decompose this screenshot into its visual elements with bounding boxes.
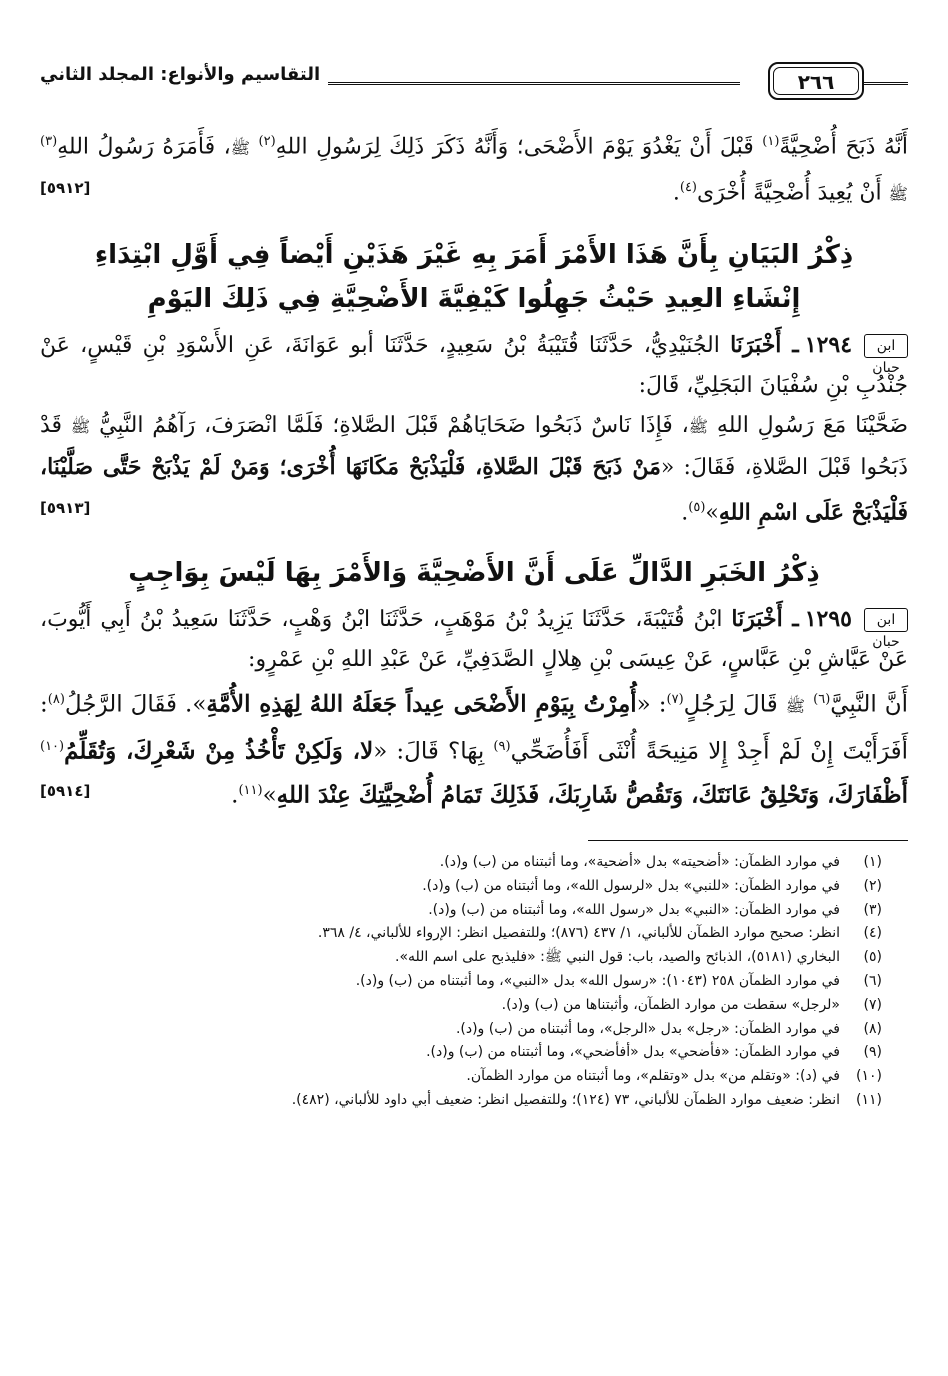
isnad: ابْنُ قُتَيْبَةَ، حَدَّثَنَا يَزِيدُ بْنُ مَوْهَبٍ، حَدَّثَنَا ابْنُ وَهْبٍ، حَدَّثَنَا سَعِيدُ بْنُ أَبِي أَيُّوبَ، عَنْ عَيَّاشِ بْنِ عَبَّاسٍ، عَنْ عِيسَى بْنِ هِلالٍ الصَّدَفِيِّ، عَنْ عَبْدِ اللهِ بْنِ عَمْرٍو: [40,606,908,672]
hadith-1295 [40,599,908,680]
footnote [40,922,908,946]
footnote [40,1041,908,1065]
footnote-number: (٤) [863,925,882,942]
prophetic-quote: لا، وَلَكِنْ تَأْخُذُ مِنْ شَعْرِكَ، وَتُقَلِّمُ [64,737,374,765]
footnote-text: انظر: ضعيف موارد الظمآن للألباني، ٧٣ (١٢٤)؛ وللتفصيل انظر: ضعيف أبي داود للألباني، (٤٨٢). [291,1091,840,1108]
header-rule-right [860,82,908,85]
footnote [40,1089,908,1113]
footnote-number: (٨) [863,1020,882,1037]
text: . [681,499,689,525]
salutation-glyph: ﷺ [888,184,908,204]
footnote-number: (٥) [863,949,882,966]
footnote [40,970,908,994]
isnad: الجُنَيْدِيُّ، حَدَّثَنَا قُتَيْبَةُ بْنُ سَعِيدٍ، حَدَّثَنَا أبو عَوَانَةَ، عَنِ الأَسْوَدِ بْنِ قَيْسٍ، عَنْ جُنْدُبِ بْنِ سُفْيَانَ البَجَلِيِّ، قَالَ: [40,332,908,398]
text: قَالَ لِرَجُلٍ [683,691,778,718]
hadith-1294 [40,325,908,406]
footnote-marker[interactable]: (٧) [666,691,684,707]
footnote-marker[interactable]: (٥) [688,499,706,515]
footnote-text: في موارد الظمآن: «رجل» بدل «الرجل»، وما أثبتناه من (ب) و(د). [455,1020,840,1037]
footnote-text: في موارد الظمآن: «للنبي» بدل «لرسول الله»، وما أثبتناه من (ب) و(د). [422,877,840,894]
heading-line: إِنْشَاءِ العِيدِ حَيْثُ جَهِلُوا كَيْفِيَّةَ الأَضْحِيَّةِ فِي ذَلِكَ اليَوْمِ [147,283,801,314]
footnote [40,851,908,875]
prophetic-quote: أُمِرْتُ بِيَوْمِ الأَضْحَى عِيداً جَعَلَهُ اللهُ لِهَذِهِ الأُمَّةِ [206,690,637,718]
hadith-number: ١٢٩٤ [804,331,853,358]
text: . [672,180,680,206]
hadith-1295-matn [40,680,908,816]
text: أَنْ يُعِيدَ أُضْحِيَّةً أُخْرَى [697,180,882,206]
hadith-reference: [٥٩١٣] [40,498,91,517]
text: » [262,782,277,809]
heading-line: ذِكْرُ الخَبَرِ الدَّالِّ عَلَى أَنَّ الأَضْحِيَّةَ وَالأَمْرَ بِهَا لَيْسَ بِوَاجِبٍ [128,557,820,588]
footnote [40,875,908,899]
hadith-reference: [٥٩١٢] [40,179,91,198]
footnote-text: انظر: صحيح موارد الظمآن للألباني، ١/ ٤٣٧ (٨٧٦)؛ وللتفصيل انظر: الإرواء للألباني، ٤/ ٣٦٨. [317,925,840,942]
footnote-number: (٦) [863,972,882,989]
page-header [40,56,908,108]
text: ، فَإِذَا نَاسٌ ذَبَحُوا ضَحَايَاهُمْ قَبْلَ الصَّلاةِ؛ فَلَمَّا انْصَرَفَ، رَآهُمُ النَّبِيُّ [99,412,689,438]
footnote [40,1065,908,1089]
footnote [40,899,908,923]
footnote-text: «لرجل» سقطت من موارد الظمآن، وأثبتناها من (ب) و(د). [501,996,840,1013]
footnote-text: في موارد الظمآن: «النبي» بدل «رسول الله»، وما أثبتناه من (ب) و(د). [428,901,840,918]
footnote-separator [588,840,908,841]
page-number-frame [768,62,864,100]
footnote-number: (٩) [863,1044,882,1061]
footnote-marker[interactable]: (٦) [813,691,831,707]
footnote-number: (٧) [863,996,882,1013]
text: قَدْ ذَبَحُوا قَبْلَ الصَّلاةِ، فَقَالَ: « [40,412,908,480]
footnote-marker[interactable]: (٤) [679,180,697,196]
footnote-marker[interactable]: (١١) [238,783,263,799]
footnote-marker[interactable]: (١٠) [40,738,65,754]
footnote-marker[interactable]: (٨) [47,691,65,707]
footnote-marker[interactable]: (٣) [40,134,58,149]
text: . [231,782,239,809]
footnote-number: (٢) [863,877,882,894]
prophetic-quote: أَظْفَارَكَ، وَتَحْلِقُ عَانَتَكَ، وَتَقُصُّ شَارِبَكَ، فَذَلِكَ تَمَامُ أُضْحِيَّتِكَ عِنْدَ اللهِ [276,781,908,809]
text: قَبْلَ أَنْ يَغْدُوَ يَوْمَ الأَضْحَى؛ وَأَنَّهُ ذَكَرَ ذَلِكَ لِرَسُولِ اللهِ [275,134,754,160]
footnote-text: في موارد الظمآن: «أضحيته» بدل «أضحية»، وما أثبتناه من (ب) و(د). [439,853,840,870]
footnote-number: (٣) [863,901,882,918]
hadith-book-icon: ابن حبان [864,608,908,632]
text: : أَفَرَأَيْتَ إِنْ لَمْ أَجِدْ إِلا مَنِيحَةً أُنْثَى أَفَأُضَحِّي [40,691,909,765]
text: أَنَّهُ ذَبَحَ أُضْحِيَّةً [779,134,908,160]
akhbarana: ـ أَخْبَرَنَا [731,605,799,632]
footnote-text: في (د): «وتقلم من» بدل «وتقلم»، وما أثبتناه من موارد الظمآن. [466,1068,840,1085]
footnote-number: (١٠) [856,1068,882,1085]
salutation-glyph: ﷺ [230,138,251,158]
footnote [40,1018,908,1042]
text: » [705,499,719,525]
chapter-heading [40,551,908,595]
footnote-text: في موارد الظمآن ٢٥٨ (١٠٤٣): «رسول الله» بدل «النبي»، وما أثبتناه من (ب) و(د). [355,972,840,989]
prophetic-quote: مَنْ ذَبَحَ قَبْلَ الصَّلاةِ، فَلْيَذْبَحْ مَكَانَهَا أُخْرَى؛ وَمَنْ لَمْ يَذْبَحْ حَتَّى صَلَّيْنَا، فَلْيَذْبَحْ عَلَى اسْمِ اللهِ [40,453,908,525]
footnote [40,946,908,970]
akhbarana: ـ أَخْبَرَنَا [730,331,799,358]
hadith-book-icon: ابن حبان [864,334,908,358]
footnote-text: البخاري (٥١٨١)، الذبائح والصيد، باب: قول النبي ﷺ: «فليذبح على اسم الله». [395,949,840,966]
heading-line: ذِكْرُ البَيَانِ بِأَنَّ هَذَا الأَمْرَ أَمَرَ بِهِ غَيْرَ هَذَيْنِ أَيْضاً فِي أَوَّلِ ابْتِدَاءِ [94,239,854,270]
hadith-1294-matn [40,406,908,533]
footnote-number: (١) [863,853,882,870]
text: ضَحَّيْنَا مَعَ رَسُولِ اللهِ [716,412,909,438]
footnote-marker[interactable]: (١) [762,134,780,149]
text: بِهَا؟ قَالَ: « [373,738,485,765]
text: أَنَّ النَّبِيَّ [830,691,909,718]
text: ». فَقَالَ الرَّجُلُ [64,691,207,718]
footnote-marker[interactable]: (٩) [493,738,511,754]
footnote-marker[interactable]: (٢) [258,134,276,149]
text: : « [636,691,667,718]
hadith-reference: [٥٩١٤] [40,782,91,801]
text: ، فَأَمَرَهُ رَسُولُ اللهِ [57,134,231,160]
salutation-glyph: ﷺ [688,416,709,436]
salutation-glyph: ﷺ [70,416,91,436]
book-page [40,56,908,1113]
footnote [40,994,908,1018]
salutation-glyph: ﷺ [785,696,806,716]
footnotes [40,851,908,1113]
page-number: ٢٦٦ [773,67,859,95]
chapter-heading [40,233,908,321]
footnote-number: (١١) [856,1091,882,1108]
footnote-text: في موارد الظمآن: «فأضحي» بدل «أفأضحي»، وما أثبتناه من (ب) و(د). [426,1044,840,1061]
book-title: التقاسيم والأنواع: المجلد الثاني [40,64,328,85]
hadith-number: ١٢٩٥ [804,605,852,632]
paragraph-continuation [40,122,908,215]
